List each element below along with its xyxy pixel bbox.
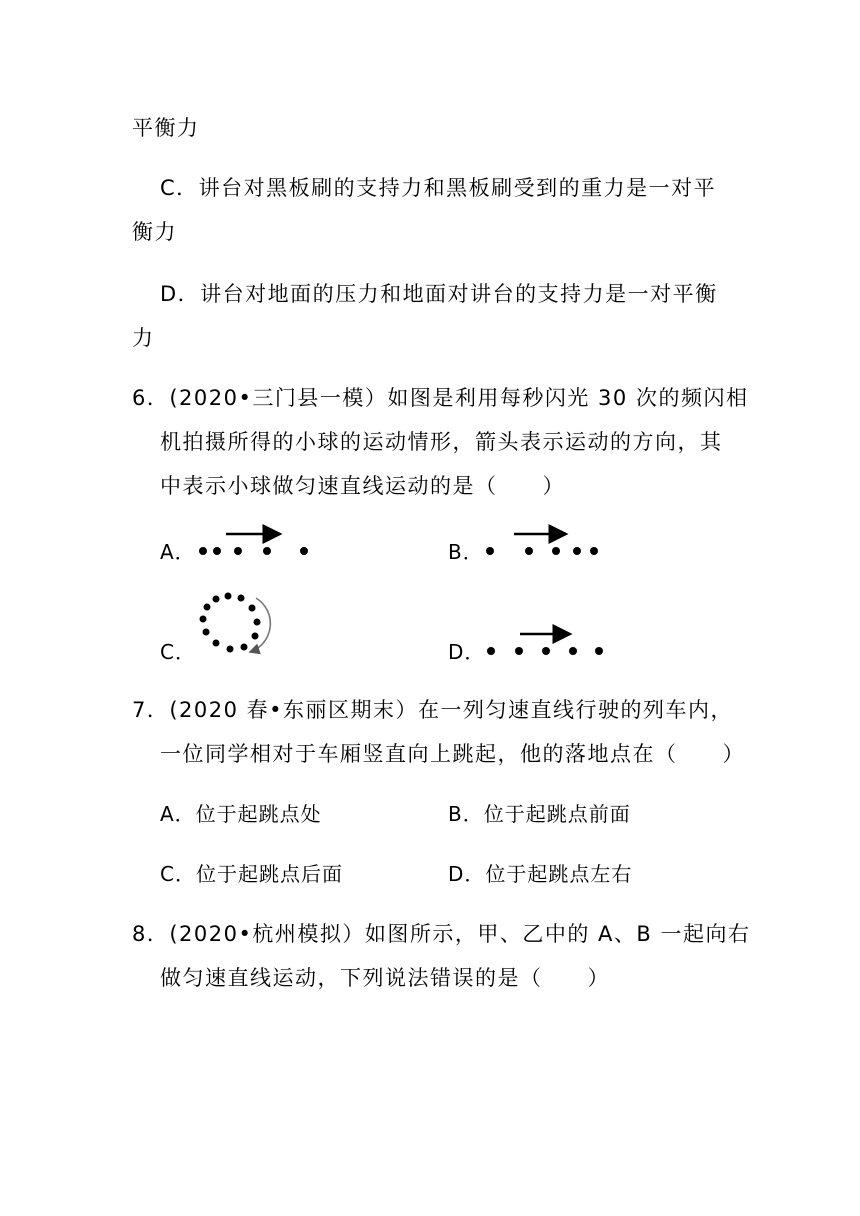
q6-option-a-figure xyxy=(190,522,320,566)
q7-option-c: C．位于起跳点后面 xyxy=(160,862,343,886)
q6-option-c-figure xyxy=(192,586,282,660)
q8-stem-line2: 做匀速直线运动，下列说法错误的是（ ） xyxy=(160,966,610,990)
q6-option-b-label: B． xyxy=(448,540,484,564)
q5-option-c-line1: C．讲台对黑板刷的支持力和黑板刷受到的重力是一对平 xyxy=(160,176,717,200)
q8-stem-line1: 8．(2020•杭州模拟）如图所示，甲、乙中的 A、B 一起向右 xyxy=(132,922,751,946)
q5-option-d-line2: 力 xyxy=(132,326,155,350)
q6-stem-line2: 机拍摄所得的小球的运动情形，箭头表示运动的方向，其 xyxy=(160,430,723,454)
q5-option-c-line2: 衡力 xyxy=(132,220,177,244)
q6-stem-line3: 中表示小球做匀速直线运动的是（ ） xyxy=(160,474,565,498)
q6-option-b-figure xyxy=(478,522,608,566)
q7-option-a: A．位于起跳点处 xyxy=(160,802,322,826)
strobe-balls-figure-c xyxy=(192,586,282,660)
q6-option-c-label: C． xyxy=(160,640,196,664)
q7-option-b: B．位于起跳点前面 xyxy=(448,802,631,826)
strobe-balls-figure-d xyxy=(478,622,618,666)
q6-option-d-figure xyxy=(478,622,618,666)
q5-continuation-line: 平衡力 xyxy=(132,116,200,140)
q6-stem-line1: 6．(2020•三门县一模）如图是利用每秒闪光 30 次的频闪相 xyxy=(132,386,749,410)
strobe-balls-figure-b xyxy=(478,522,608,566)
q6-option-d-label: D． xyxy=(448,640,486,664)
q7-stem-line2: 一位同学相对于车厢竖直向上跳起，他的落地点在（ ） xyxy=(160,742,745,766)
strobe-balls-figure-a xyxy=(190,522,320,566)
q7-stem-line1: 7．(2020 春•东丽区期末）在一列匀速直线行驶的列车内， xyxy=(132,698,734,722)
q5-option-d-line1: D．讲台对地面的压力和地面对讲台的支持力是一对平衡 xyxy=(160,282,718,306)
q6-option-a-label: A． xyxy=(160,540,196,564)
q7-option-d: D．位于起跳点左右 xyxy=(448,862,633,886)
